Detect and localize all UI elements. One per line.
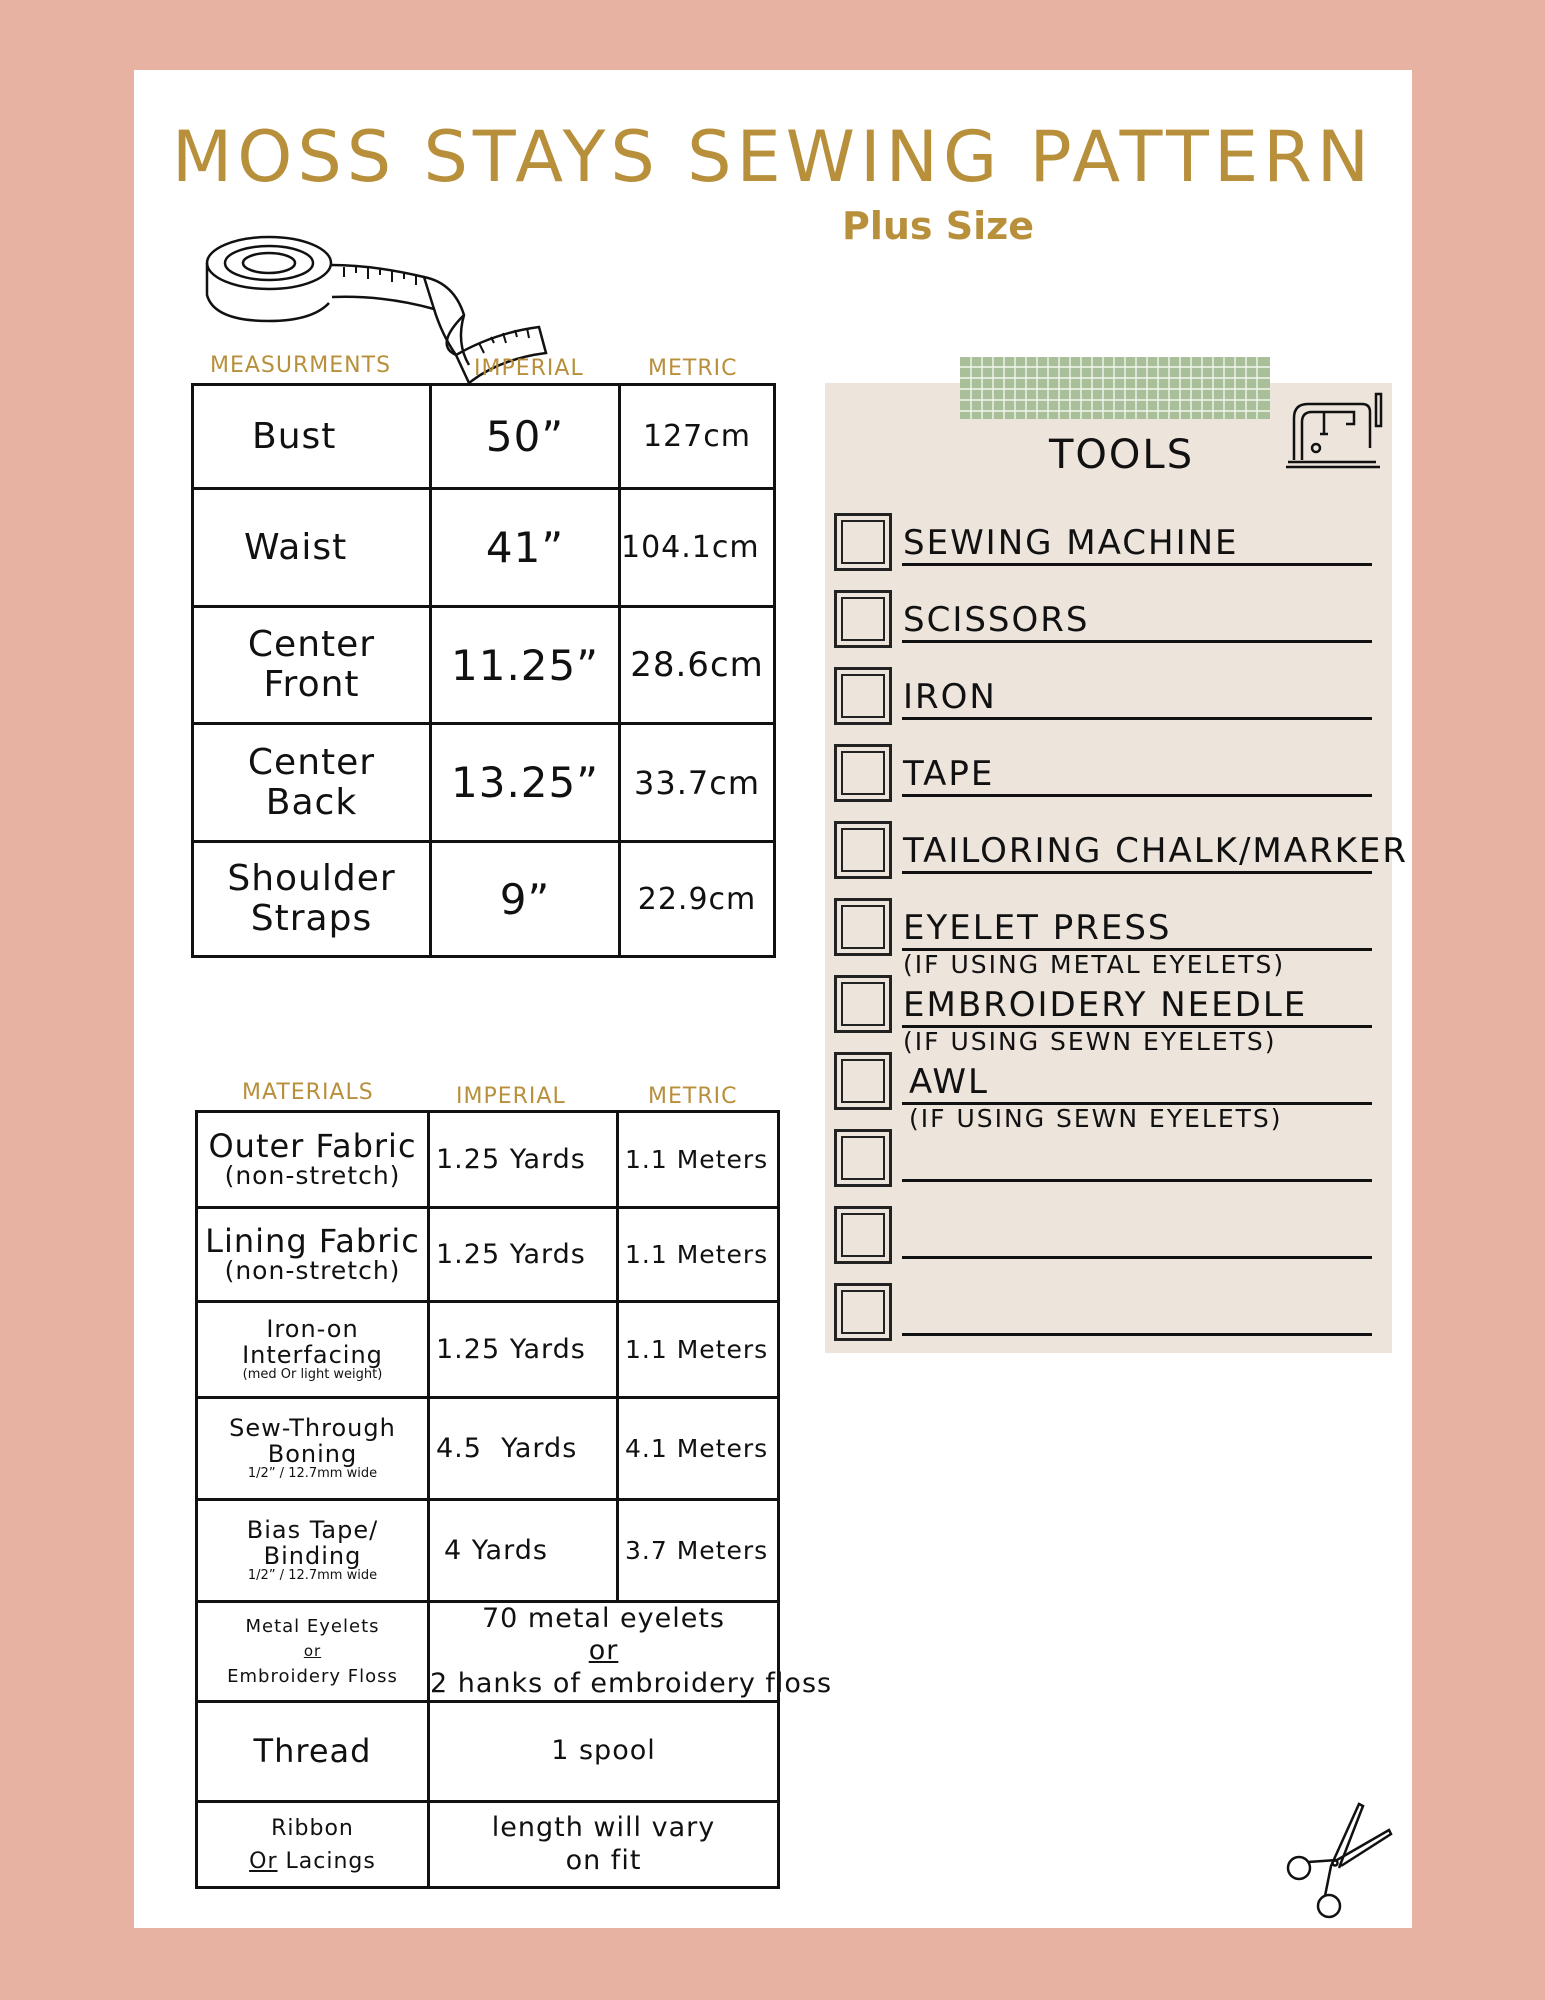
material-name-main: Iron-on — [266, 1315, 359, 1344]
material-imperial: 1.25 Yards — [429, 1112, 618, 1208]
washi-tape-decoration — [960, 357, 1270, 419]
material-name-line2: Embroidery Floss — [227, 1665, 398, 1687]
material-name-line2 — [198, 1845, 427, 1878]
table-row — [197, 1112, 779, 1208]
table-row — [197, 1302, 779, 1398]
table-row — [197, 1702, 779, 1802]
material-value-line1: length will vary — [491, 1812, 716, 1844]
materials-imperial-header: IMPERIAL — [456, 1084, 566, 1109]
tool-note: (IF USING SEWN EYELETS) — [909, 1104, 1283, 1133]
tool-item[interactable] — [834, 1206, 1394, 1276]
tool-line — [902, 563, 1372, 566]
table-row — [193, 489, 775, 607]
table-row — [193, 607, 775, 724]
measurement-name — [193, 842, 431, 957]
material-name-main: Thread — [253, 1731, 372, 1770]
material-name — [197, 1602, 429, 1702]
tool-checkbox[interactable] — [834, 975, 892, 1033]
tool-label: IRON — [903, 677, 997, 717]
material-or: Or — [249, 1848, 278, 1874]
page-subtitle: Plus Size — [841, 204, 1035, 248]
tool-note: (IF USING METAL EYELETS) — [903, 950, 1286, 979]
tool-checkbox[interactable] — [834, 590, 892, 648]
materials-table — [195, 1110, 833, 1889]
material-name-main: Sew-Through — [229, 1414, 396, 1443]
material-name-line2: Boning — [267, 1439, 358, 1468]
tool-line — [902, 794, 1372, 797]
tool-label: TAILORING CHALK/MARKER — [903, 831, 1409, 871]
material-name-line2: Binding — [263, 1541, 362, 1570]
tool-line — [902, 1333, 1372, 1336]
measurements-metric-header: METRIC — [648, 356, 738, 381]
tool-label: EMBROIDERY NEEDLE — [903, 985, 1308, 1025]
tool-checkbox[interactable] — [834, 744, 892, 802]
material-name — [197, 1208, 429, 1302]
measurement-metric: 22.9cm — [620, 842, 775, 957]
tools-title: TOOLS — [1049, 432, 1195, 478]
material-name-main: Metal Eyelets — [245, 1616, 380, 1638]
measurement-name: Waist — [193, 489, 431, 607]
tool-line — [902, 717, 1372, 720]
material-value-or: or — [588, 1635, 619, 1667]
measurement-imperial: 50” — [431, 385, 620, 489]
materials-header: MATERIALS — [242, 1080, 374, 1105]
measurement-name — [193, 607, 431, 724]
tool-note: (IF USING SEWN EYELETS) — [903, 1027, 1277, 1056]
material-value-line2: on fit — [565, 1844, 642, 1876]
table-row — [197, 1802, 779, 1888]
tool-checkbox[interactable] — [834, 513, 892, 571]
measurements-header: MEASURMENTS — [210, 353, 392, 378]
table-row — [193, 385, 775, 489]
tool-checkbox[interactable] — [834, 1283, 892, 1341]
tool-checkbox[interactable] — [834, 1206, 892, 1264]
measurement-imperial: 9” — [431, 842, 620, 957]
material-name — [197, 1302, 429, 1398]
material-name-main: Bias Tape/ — [246, 1516, 379, 1545]
table-row — [197, 1602, 779, 1702]
material-metric: 1.1 Meters — [618, 1112, 779, 1208]
measurement-name-line2: Back — [265, 781, 358, 823]
tool-label: TAPE — [903, 754, 995, 794]
material-value-line1: 70 metal eyelets — [481, 1603, 726, 1634]
material-name — [197, 1112, 429, 1208]
tool-checkbox[interactable] — [834, 898, 892, 956]
material-metric: 1.1 Meters — [618, 1208, 779, 1302]
tool-checkbox[interactable] — [834, 1052, 892, 1110]
tool-item[interactable] — [834, 898, 1394, 979]
page-title: MOSS STAYS SEWING PATTERN — [171, 116, 1375, 198]
material-name-main: Outer Fabric — [208, 1126, 417, 1165]
table-row — [197, 1398, 779, 1500]
measurement-name-line1: Center — [247, 741, 376, 783]
measurements-imperial-header: IMPERIAL — [474, 356, 584, 381]
tool-line — [902, 871, 1372, 874]
measurement-metric: 127cm — [620, 385, 775, 489]
material-note: 1/2” / 12.7mm wide — [247, 1465, 378, 1481]
measurements-table — [191, 383, 776, 958]
table-row — [197, 1500, 779, 1602]
table-row — [193, 724, 775, 842]
tool-checkbox[interactable] — [834, 821, 892, 879]
tool-item[interactable] — [834, 1052, 1394, 1133]
material-or: or — [303, 1642, 322, 1661]
material-name — [197, 1500, 429, 1602]
measurement-metric: 33.7cm — [620, 724, 775, 842]
measurement-name-line1: Shoulder — [227, 858, 396, 900]
tool-checkbox[interactable] — [834, 1129, 892, 1187]
measurement-metric: 104.1cm — [620, 489, 775, 607]
scissors-icon — [1279, 1800, 1399, 1920]
measurement-imperial: 41” — [431, 489, 620, 607]
material-value: 1 spool — [429, 1702, 779, 1802]
measurement-name: Bust — [193, 385, 431, 489]
tool-item[interactable] — [834, 744, 1394, 814]
material-name-sub: (non-stretch) — [224, 1161, 401, 1191]
tool-label: EYELET PRESS — [903, 908, 1172, 948]
measurement-metric: 28.6cm — [620, 607, 775, 724]
material-imperial: 4.5 Yards — [429, 1398, 618, 1500]
tool-label: SEWING MACHINE — [903, 523, 1239, 563]
measurement-name-line2: Straps — [250, 898, 373, 939]
tool-item[interactable] — [834, 1129, 1394, 1199]
material-name-line2: Interfacing — [242, 1340, 383, 1369]
material-imperial: 1.25 Yards — [429, 1302, 618, 1398]
measurement-imperial: 13.25” — [431, 724, 620, 842]
table-row — [197, 1208, 779, 1302]
tool-label: AWL — [909, 1062, 989, 1102]
material-imperial: 4 Yards — [429, 1500, 618, 1602]
table-row — [193, 842, 775, 957]
tool-label: SCISSORS — [903, 600, 1090, 640]
material-name-lacings: Lacings — [285, 1848, 376, 1874]
material-name-sub: (non-stretch) — [224, 1256, 401, 1286]
tool-line — [902, 1256, 1372, 1259]
material-name — [197, 1702, 429, 1802]
material-imperial: 1.25 Yards — [429, 1208, 618, 1302]
material-name-main: Lining Fabric — [205, 1221, 420, 1260]
tool-item[interactable] — [834, 590, 1394, 660]
material-metric: 1.1 Meters — [618, 1302, 779, 1398]
measurement-imperial: 11.25” — [431, 607, 620, 724]
material-name-main: Ribbon — [271, 1815, 354, 1841]
tool-line — [902, 640, 1372, 643]
material-note: (med Or light weight) — [242, 1366, 383, 1382]
pattern-sheet — [134, 70, 1412, 1928]
material-value — [429, 1602, 833, 1702]
measurement-name-line1: Center — [247, 624, 376, 666]
sewing-machine-icon — [1284, 390, 1384, 470]
measurement-name-line2: Front — [263, 664, 360, 705]
material-value-line2: 2 hanks of embroidery floss — [430, 1667, 833, 1699]
tool-item[interactable] — [834, 1283, 1394, 1353]
materials-metric-header: METRIC — [648, 1084, 738, 1109]
tool-line — [902, 1179, 1372, 1182]
material-note: 1/2” / 12.7mm wide — [247, 1567, 378, 1583]
material-metric: 4.1 Meters — [618, 1398, 779, 1500]
tool-item[interactable] — [834, 975, 1394, 1056]
material-value — [429, 1802, 779, 1888]
tool-item[interactable] — [834, 667, 1394, 737]
material-metric: 3.7 Meters — [618, 1500, 779, 1602]
tool-checkbox[interactable] — [834, 667, 892, 725]
tool-item[interactable] — [834, 513, 1394, 583]
tool-item[interactable] — [834, 821, 1409, 891]
material-name — [197, 1802, 429, 1888]
material-name — [197, 1398, 429, 1500]
measurement-name — [193, 724, 431, 842]
